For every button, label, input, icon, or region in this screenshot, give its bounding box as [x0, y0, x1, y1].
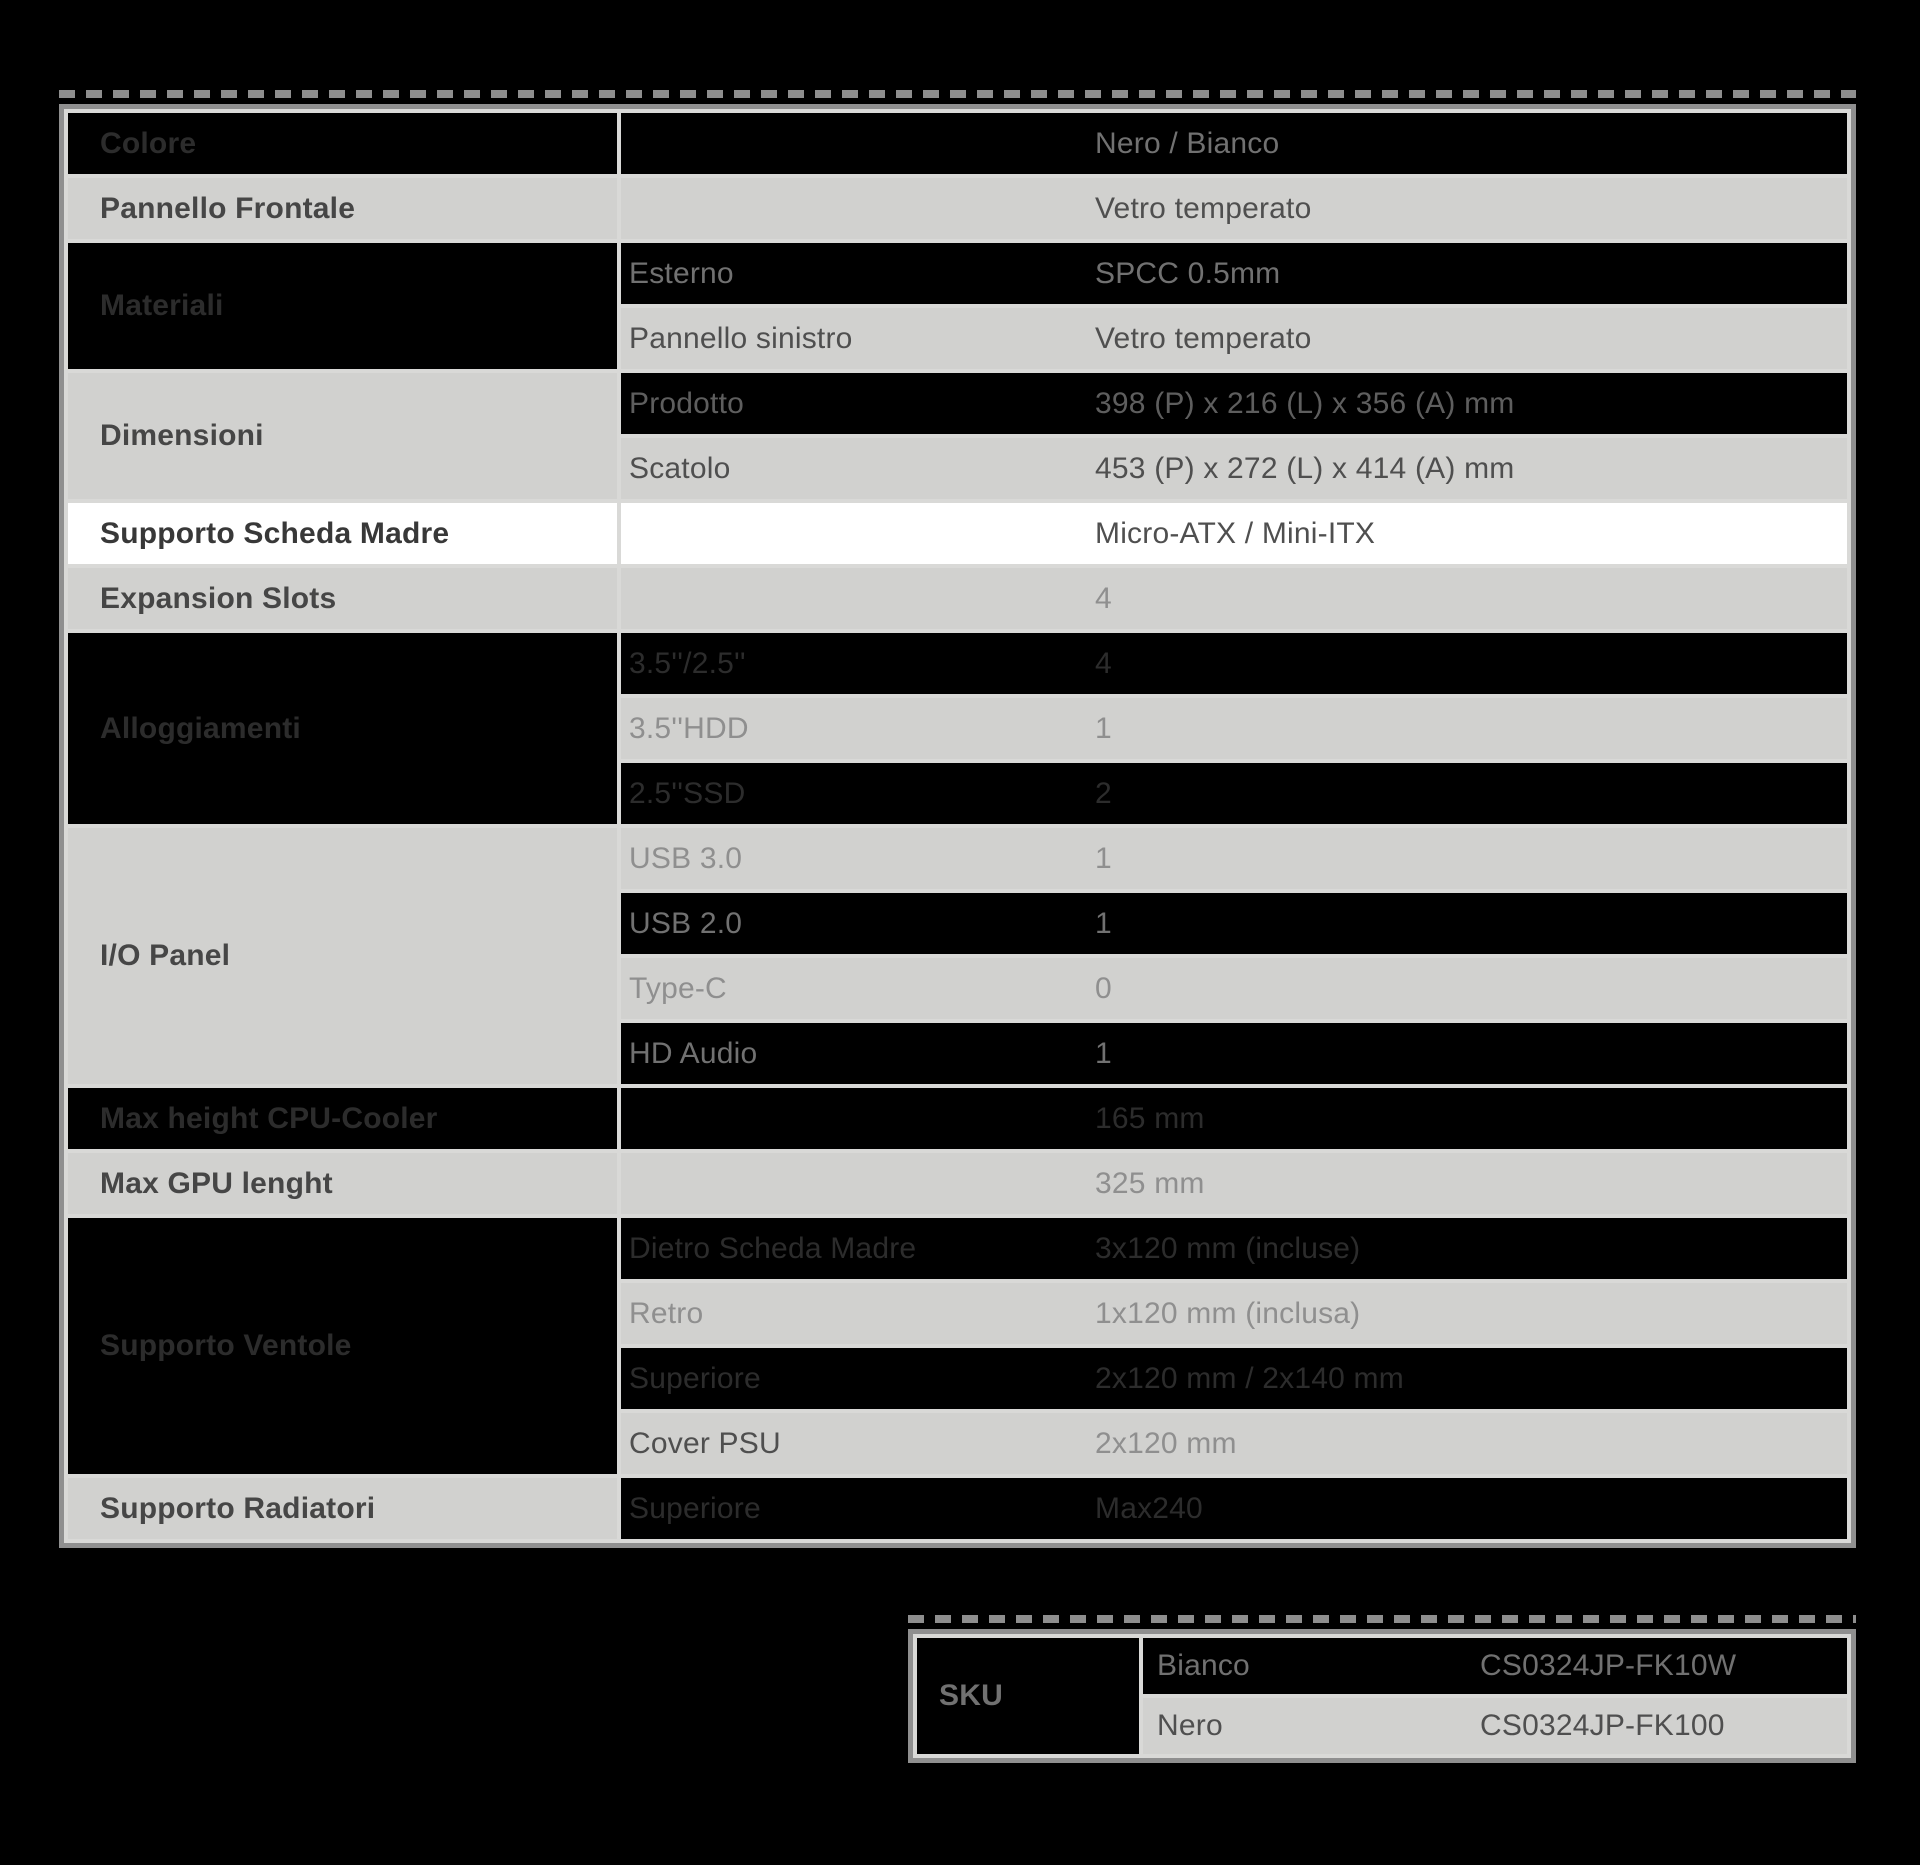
spec-sub-label: USB 2.0 [629, 906, 743, 940]
category-materiali: Materiali [68, 243, 617, 369]
sku-table [908, 1629, 1856, 1763]
spec-value: 0 [1095, 971, 1112, 1005]
table-row [68, 568, 1847, 629]
category-colore: Colore [68, 113, 617, 174]
category-dimensioni: Dimensioni [68, 373, 617, 499]
spec-value: 165 mm [1095, 1101, 1205, 1135]
spec-sub-label: Superiore [629, 1491, 761, 1525]
dashed-top-edge-sku [908, 1615, 1856, 1623]
table-row [68, 178, 1847, 239]
table-row [68, 1088, 1847, 1149]
spec-value: 398 (P) x 216 (L) x 356 (A) mm [1095, 386, 1515, 420]
spec-sub-label: Cover PSU [629, 1426, 781, 1460]
table-row [68, 243, 1847, 304]
category-supporto-ventole: Supporto Ventole [68, 1218, 617, 1474]
spec-sub-label: Retro [629, 1296, 704, 1330]
category-alloggiamenti: Alloggiamenti [68, 633, 617, 824]
table-row [68, 113, 1847, 174]
table-row [68, 1218, 1847, 1279]
spec-value: 1 [1095, 841, 1112, 875]
spec-value: 1 [1095, 711, 1112, 745]
table-row [68, 373, 1847, 434]
spec-value: 4 [1095, 581, 1112, 615]
spec-sub-label: Scatolo [629, 451, 731, 485]
spec-sub-label: Superiore [629, 1361, 761, 1395]
spec-value: 2x120 mm / 2x140 mm [1095, 1361, 1404, 1395]
category-io-panel: I/O Panel [68, 828, 617, 1084]
spec-value: 1x120 mm (inclusa) [1095, 1296, 1361, 1330]
spec-value: 453 (P) x 272 (L) x 414 (A) mm [1095, 451, 1515, 485]
category-max-height-cpu-cooler: Max height CPU-Cooler [68, 1088, 617, 1149]
spec-value: 3x120 mm (incluse) [1095, 1231, 1361, 1265]
spec-value: Micro-ATX / Mini-ITX [1095, 516, 1376, 550]
spec-sub-label: Type-C [629, 971, 727, 1005]
dashed-top-edge-main [59, 90, 1856, 98]
table-row [917, 1638, 1847, 1694]
sku-color-label: Nero [1157, 1709, 1223, 1742]
category-max-gpu-lenght: Max GPU lenght [68, 1153, 617, 1214]
spec-value: 1 [1095, 1036, 1112, 1070]
sku-code: CS0324JP-FK100 [1480, 1709, 1725, 1742]
spec-value: Nero / Bianco [1095, 126, 1280, 160]
spec-value: 4 [1095, 646, 1112, 680]
spec-sub-label: USB 3.0 [629, 841, 743, 875]
spec-value: Vetro temperato [1095, 321, 1312, 355]
category-pannello-frontale: Pannello Frontale [68, 178, 617, 239]
spec-value: Max240 [1095, 1491, 1203, 1525]
spec-sub-label: Prodotto [629, 386, 745, 420]
category-supporto-scheda-madre: Supporto Scheda Madre [68, 503, 617, 564]
spec-value: 325 mm [1095, 1166, 1205, 1200]
table-row [68, 633, 1847, 694]
table-row [68, 828, 1847, 889]
spec-sub-label: 2.5''SSD [629, 776, 746, 810]
category-supporto-radiatori: Supporto Radiatori [68, 1478, 617, 1539]
spec-sub-label: HD Audio [629, 1036, 758, 1070]
spec-table [59, 104, 1856, 1548]
table-row-highlight [68, 503, 1847, 564]
spec-sub-label: Pannello sinistro [629, 321, 853, 355]
sku-code: CS0324JP-FK10W [1480, 1649, 1737, 1682]
spec-value: 2x120 mm [1095, 1426, 1237, 1460]
spec-value: 1 [1095, 906, 1112, 940]
sku-header-cell: SKU [917, 1638, 1139, 1754]
sku-color-label: Bianco [1157, 1649, 1250, 1682]
spec-value: SPCC 0.5mm [1095, 256, 1281, 290]
table-row [68, 1153, 1847, 1214]
spec-sub-label: Esterno [629, 256, 734, 290]
spec-sub-label: 3.5''HDD [629, 711, 749, 745]
spec-sub-label: 3.5''/2.5'' [629, 646, 746, 680]
category-expansion-slots: Expansion Slots [68, 568, 617, 629]
spec-sub-label: Dietro Scheda Madre [629, 1231, 917, 1265]
table-row [68, 1478, 1847, 1539]
spec-value: Vetro temperato [1095, 191, 1312, 225]
spec-value: 2 [1095, 776, 1112, 810]
